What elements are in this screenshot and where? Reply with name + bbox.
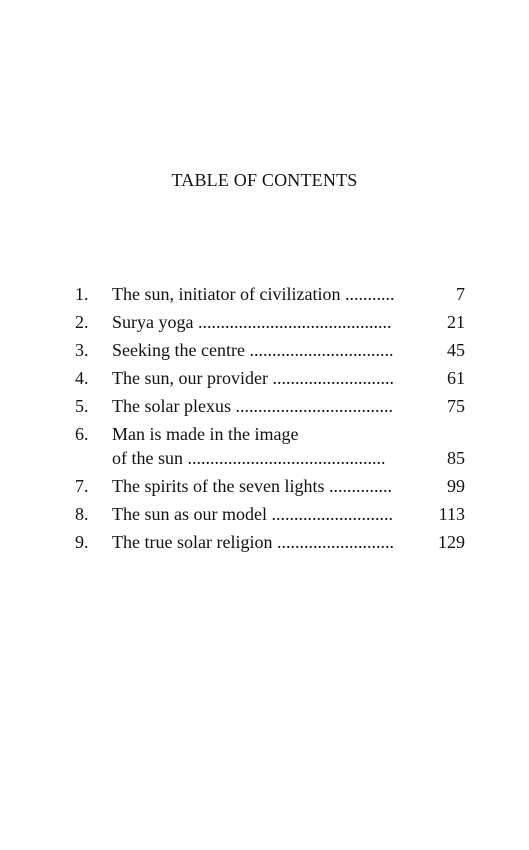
toc-entry-body — [112, 422, 465, 470]
toc-entry-page: 99 — [447, 476, 465, 496]
toc-entry-title: The sun as our model ........................... — [112, 504, 393, 524]
toc-entry-title: The sun, our provider ........................... — [112, 368, 394, 388]
toc-entry-title: The solar plexus ................................... — [112, 396, 393, 416]
toc-entry-number: 2. — [75, 312, 89, 332]
toc-entry — [75, 394, 465, 422]
toc-entry — [75, 530, 465, 558]
toc-entry-body — [112, 366, 465, 390]
toc-entry-number: 1. — [75, 284, 89, 304]
toc-entry-body — [112, 394, 465, 418]
toc-entry — [75, 338, 465, 366]
toc-entry-page: 21 — [447, 312, 465, 332]
toc-entry-body — [112, 310, 465, 334]
toc-entry-title: Surya yoga ........................................... — [112, 312, 392, 332]
toc-entry-title: Man is made in the image — [112, 424, 299, 444]
toc-entry — [75, 502, 465, 530]
toc-entry-number: 3. — [75, 340, 89, 360]
toc-entry-title: The true solar religion .......................... — [112, 532, 394, 552]
toc-entry-page: 85 — [447, 448, 465, 468]
toc-entry — [75, 422, 465, 474]
toc-entry — [75, 366, 465, 394]
table-of-contents — [75, 282, 465, 558]
toc-entry-page: 45 — [447, 340, 465, 360]
toc-entry-title-continuation: of the sun ............................................ — [112, 448, 386, 468]
toc-entry — [75, 474, 465, 502]
toc-entry-number: 4. — [75, 368, 89, 388]
toc-entry-body — [112, 502, 465, 526]
page-title: TABLE OF CONTENTS — [171, 170, 358, 190]
toc-entry-body — [112, 474, 465, 498]
toc-entry-page: 113 — [438, 504, 465, 524]
toc-entry-title: The spirits of the seven lights .............. — [112, 476, 392, 496]
toc-entry-page: 129 — [438, 532, 465, 552]
toc-entry-number: 5. — [75, 396, 89, 416]
toc-entry — [75, 282, 465, 310]
toc-entry-body — [112, 338, 465, 362]
toc-entry-number: 9. — [75, 532, 89, 552]
toc-entry-number: 7. — [75, 476, 89, 496]
toc-entry-number: 8. — [75, 504, 89, 524]
toc-entry-number: 6. — [75, 424, 89, 444]
toc-entry-page: 75 — [447, 396, 465, 416]
toc-entry-title: The sun, initiator of civilization ........... — [112, 284, 395, 304]
toc-entry-body — [112, 282, 465, 306]
toc-entry-page: 61 — [447, 368, 465, 388]
toc-entry — [75, 310, 465, 338]
toc-entry-title: Seeking the centre ................................ — [112, 340, 394, 360]
toc-entry-page: 7 — [456, 284, 465, 304]
toc-entry-body — [112, 530, 465, 554]
